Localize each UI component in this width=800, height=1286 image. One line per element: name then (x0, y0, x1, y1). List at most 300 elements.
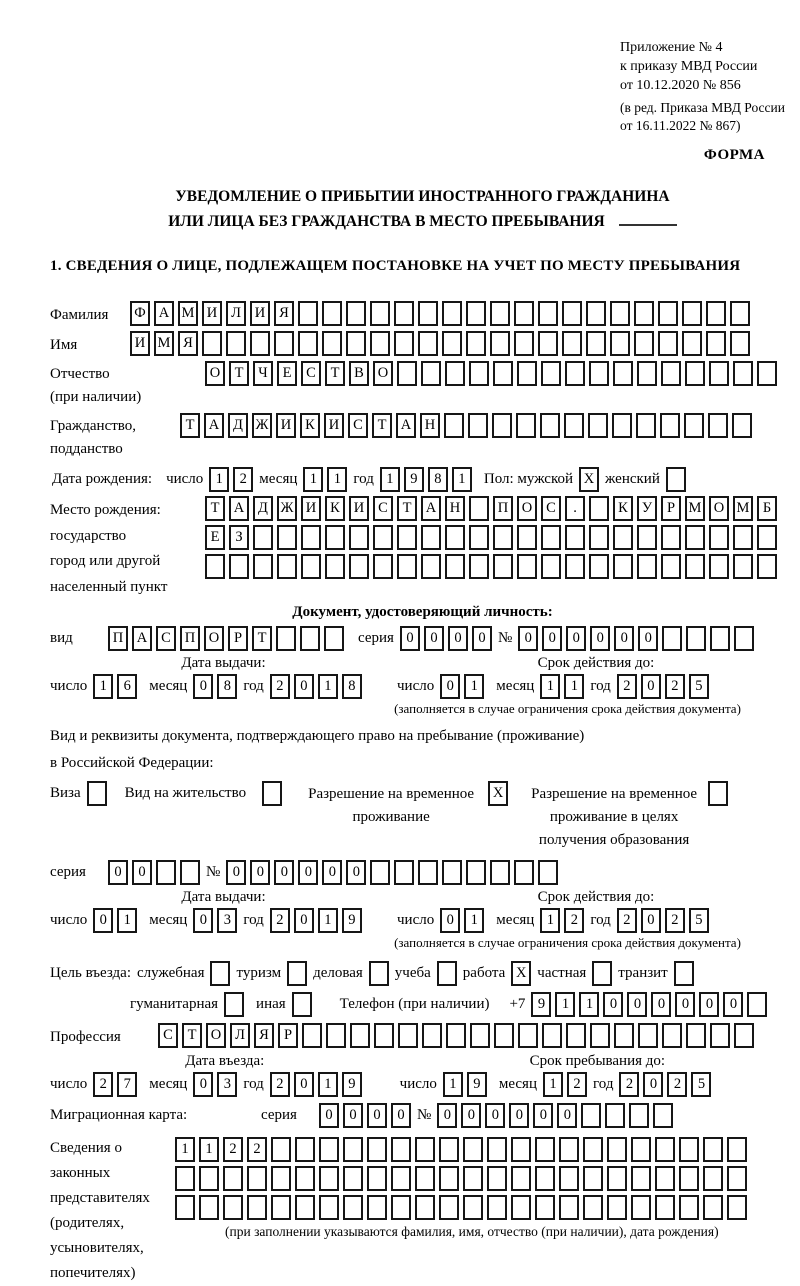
char-cell[interactable] (730, 331, 750, 356)
char-cell[interactable] (466, 860, 486, 885)
char-cell[interactable]: 1 (175, 1137, 195, 1162)
char-cell[interactable] (326, 1023, 346, 1048)
residence-seriya-cells[interactable] (108, 860, 204, 885)
char-cell[interactable] (493, 554, 513, 579)
char-cell[interactable]: М (178, 301, 198, 326)
char-cell[interactable] (613, 361, 633, 386)
char-cell[interactable] (612, 413, 632, 438)
char-cell[interactable] (463, 1195, 483, 1220)
char-cell[interactable]: 0 (367, 1103, 387, 1128)
residence-issue-month-cells[interactable] (193, 908, 241, 933)
char-cell[interactable] (469, 361, 489, 386)
char-cell[interactable] (391, 1137, 411, 1162)
char-cell[interactable]: 1 (464, 908, 484, 933)
guardians-row1[interactable] (175, 1137, 751, 1162)
char-cell[interactable] (660, 413, 680, 438)
char-cell[interactable] (445, 554, 465, 579)
char-cell[interactable] (685, 525, 705, 550)
surname-cells[interactable] (130, 301, 754, 326)
char-cell[interactable]: 1 (318, 908, 338, 933)
char-cell[interactable] (492, 413, 512, 438)
char-cell[interactable] (514, 860, 534, 885)
char-cell[interactable] (373, 525, 393, 550)
char-cell[interactable] (391, 1195, 411, 1220)
char-cell[interactable] (421, 525, 441, 550)
char-cell[interactable]: Я (274, 301, 294, 326)
char-cell[interactable] (589, 525, 609, 550)
char-cell[interactable] (277, 554, 297, 579)
guardians-row3[interactable] (175, 1195, 751, 1220)
checkbox-tourism[interactable] (287, 961, 311, 986)
checkbox-male-box[interactable]: X (579, 467, 599, 492)
char-cell[interactable] (613, 554, 633, 579)
char-cell[interactable] (610, 331, 630, 356)
char-cell[interactable]: 0 (440, 674, 460, 699)
migration-card-seriya-cells[interactable] (319, 1103, 415, 1128)
checkbox-business[interactable] (369, 961, 393, 986)
char-cell[interactable]: 9 (467, 1072, 487, 1097)
char-cell[interactable] (607, 1137, 627, 1162)
char-cell[interactable] (445, 525, 465, 550)
char-cell[interactable] (733, 525, 753, 550)
char-cell[interactable]: Ф (130, 301, 150, 326)
char-cell[interactable]: О (709, 496, 729, 521)
char-cell[interactable]: 0 (93, 908, 113, 933)
char-cell[interactable]: 0 (294, 674, 314, 699)
char-cell[interactable] (490, 331, 510, 356)
char-cell[interactable] (581, 1103, 601, 1128)
char-cell[interactable] (733, 554, 753, 579)
char-cell[interactable]: 0 (108, 860, 128, 885)
char-cell[interactable] (686, 626, 706, 651)
char-cell[interactable]: 2 (665, 674, 685, 699)
char-cell[interactable]: С (301, 361, 321, 386)
char-cell[interactable]: И (349, 496, 369, 521)
char-cell[interactable]: О (373, 361, 393, 386)
char-cell[interactable] (637, 525, 657, 550)
patronymic-cells[interactable] (205, 361, 781, 386)
char-cell[interactable]: 1 (209, 467, 229, 492)
checkbox-private[interactable] (592, 961, 616, 986)
char-cell[interactable]: Д (228, 413, 248, 438)
char-cell[interactable]: С (373, 496, 393, 521)
char-cell[interactable] (685, 361, 705, 386)
doc-valid-day-cells[interactable] (440, 674, 488, 699)
char-cell[interactable] (374, 1023, 394, 1048)
char-cell[interactable] (422, 1023, 442, 1048)
char-cell[interactable] (276, 626, 296, 651)
char-cell[interactable] (156, 860, 176, 885)
char-cell[interactable]: 0 (566, 626, 586, 651)
entry-month-cells[interactable] (193, 1072, 241, 1097)
char-cell[interactable]: 0 (603, 992, 623, 1017)
char-cell[interactable] (398, 1023, 418, 1048)
char-cell[interactable] (682, 301, 702, 326)
char-cell[interactable] (418, 860, 438, 885)
char-cell[interactable] (319, 1166, 339, 1191)
char-cell[interactable] (373, 554, 393, 579)
char-cell[interactable] (703, 1166, 723, 1191)
birth-place-row1[interactable] (205, 496, 781, 521)
doc-issue-year-cells[interactable] (270, 674, 366, 699)
char-cell[interactable]: 0 (437, 1103, 457, 1128)
char-cell[interactable] (732, 413, 752, 438)
char-cell[interactable]: С (158, 1023, 178, 1048)
char-cell[interactable]: Е (205, 525, 225, 550)
guardians-row2[interactable] (175, 1166, 751, 1191)
char-cell[interactable]: М (154, 331, 174, 356)
char-cell[interactable]: 1 (93, 674, 113, 699)
char-cell[interactable] (346, 331, 366, 356)
char-cell[interactable] (679, 1195, 699, 1220)
char-cell[interactable]: И (250, 301, 270, 326)
char-cell[interactable]: 1 (117, 908, 137, 933)
char-cell[interactable]: 1 (380, 467, 400, 492)
char-cell[interactable] (541, 361, 561, 386)
char-cell[interactable] (271, 1195, 291, 1220)
char-cell[interactable]: 0 (590, 626, 610, 651)
birth-month-cells[interactable] (303, 467, 351, 492)
char-cell[interactable] (662, 626, 682, 651)
char-cell[interactable] (415, 1137, 435, 1162)
checkbox-temp-residence[interactable] (488, 781, 512, 806)
char-cell[interactable] (653, 1103, 673, 1128)
char-cell[interactable] (590, 1023, 610, 1048)
char-cell[interactable] (418, 301, 438, 326)
char-cell[interactable]: 2 (270, 1072, 290, 1097)
char-cell[interactable]: П (493, 496, 513, 521)
char-cell[interactable]: Р (278, 1023, 298, 1048)
char-cell[interactable] (319, 1195, 339, 1220)
char-cell[interactable] (607, 1166, 627, 1191)
char-cell[interactable] (583, 1137, 603, 1162)
char-cell[interactable]: О (205, 361, 225, 386)
char-cell[interactable] (706, 331, 726, 356)
char-cell[interactable]: 0 (193, 674, 213, 699)
char-cell[interactable] (271, 1166, 291, 1191)
char-cell[interactable]: 9 (404, 467, 424, 492)
char-cell[interactable]: 5 (691, 1072, 711, 1097)
checkbox-tourism-box[interactable] (287, 961, 307, 986)
char-cell[interactable]: 0 (298, 860, 318, 885)
doc-seriya-cells[interactable] (400, 626, 496, 651)
char-cell[interactable] (733, 361, 753, 386)
char-cell[interactable] (367, 1137, 387, 1162)
checkbox-temp-residence-education[interactable] (708, 781, 732, 806)
char-cell[interactable]: 1 (303, 467, 323, 492)
char-cell[interactable] (661, 361, 681, 386)
char-cell[interactable] (586, 331, 606, 356)
char-cell[interactable] (679, 1166, 699, 1191)
char-cell[interactable] (631, 1195, 651, 1220)
char-cell[interactable]: 2 (233, 467, 253, 492)
char-cell[interactable]: М (733, 496, 753, 521)
char-cell[interactable]: А (421, 496, 441, 521)
char-cell[interactable] (346, 301, 366, 326)
char-cell[interactable] (757, 554, 777, 579)
char-cell[interactable] (559, 1137, 579, 1162)
char-cell[interactable] (463, 1166, 483, 1191)
checkbox-temp-residence-education-box[interactable] (708, 781, 728, 806)
char-cell[interactable]: 0 (518, 626, 538, 651)
residence-valid-month-cells[interactable] (540, 908, 588, 933)
doc-kind-cells[interactable] (108, 626, 348, 651)
char-cell[interactable]: Л (230, 1023, 250, 1048)
char-cell[interactable] (490, 301, 510, 326)
char-cell[interactable]: 2 (567, 1072, 587, 1097)
checkbox-study-box[interactable] (437, 961, 457, 986)
char-cell[interactable] (470, 1023, 490, 1048)
char-cell[interactable]: К (325, 496, 345, 521)
doc-issue-day-cells[interactable] (93, 674, 141, 699)
char-cell[interactable] (559, 1166, 579, 1191)
char-cell[interactable] (469, 525, 489, 550)
char-cell[interactable] (559, 1195, 579, 1220)
stay-month-cells[interactable] (543, 1072, 591, 1097)
char-cell[interactable] (442, 331, 462, 356)
char-cell[interactable]: Б (757, 496, 777, 521)
residence-valid-day-cells[interactable] (440, 908, 488, 933)
char-cell[interactable]: Я (178, 331, 198, 356)
char-cell[interactable]: Ч (253, 361, 273, 386)
char-cell[interactable]: 1 (464, 674, 484, 699)
char-cell[interactable]: 1 (540, 908, 560, 933)
char-cell[interactable] (613, 525, 633, 550)
char-cell[interactable]: В (349, 361, 369, 386)
char-cell[interactable]: 0 (193, 908, 213, 933)
char-cell[interactable] (655, 1166, 675, 1191)
char-cell[interactable] (682, 331, 702, 356)
char-cell[interactable]: И (301, 496, 321, 521)
char-cell[interactable]: Н (445, 496, 465, 521)
char-cell[interactable] (295, 1166, 315, 1191)
char-cell[interactable] (322, 331, 342, 356)
char-cell[interactable]: 7 (117, 1072, 137, 1097)
char-cell[interactable]: 0 (485, 1103, 505, 1128)
char-cell[interactable] (538, 331, 558, 356)
char-cell[interactable] (466, 301, 486, 326)
char-cell[interactable] (343, 1166, 363, 1191)
char-cell[interactable]: Р (661, 496, 681, 521)
char-cell[interactable]: Ж (252, 413, 272, 438)
char-cell[interactable] (319, 1137, 339, 1162)
char-cell[interactable] (199, 1195, 219, 1220)
char-cell[interactable] (205, 554, 225, 579)
char-cell[interactable] (367, 1195, 387, 1220)
char-cell[interactable] (638, 1023, 658, 1048)
char-cell[interactable] (607, 1195, 627, 1220)
char-cell[interactable]: А (204, 413, 224, 438)
char-cell[interactable] (541, 554, 561, 579)
char-cell[interactable] (658, 301, 678, 326)
char-cell[interactable]: 8 (217, 674, 237, 699)
char-cell[interactable] (247, 1195, 267, 1220)
char-cell[interactable]: Е (277, 361, 297, 386)
residence-issue-day-cells[interactable] (93, 908, 141, 933)
char-cell[interactable]: 2 (93, 1072, 113, 1097)
char-cell[interactable] (322, 301, 342, 326)
char-cell[interactable] (469, 554, 489, 579)
char-cell[interactable] (493, 361, 513, 386)
char-cell[interactable] (662, 1023, 682, 1048)
checkbox-residence-permit[interactable] (262, 781, 286, 806)
char-cell[interactable] (487, 1166, 507, 1191)
stay-day-cells[interactable] (443, 1072, 491, 1097)
checkbox-visa-box[interactable] (87, 781, 107, 806)
char-cell[interactable] (439, 1166, 459, 1191)
char-cell[interactable] (302, 1023, 322, 1048)
char-cell[interactable] (684, 413, 704, 438)
char-cell[interactable]: 0 (542, 626, 562, 651)
checkbox-residence-permit-box[interactable] (262, 781, 282, 806)
checkbox-business-box[interactable] (369, 961, 389, 986)
char-cell[interactable]: П (180, 626, 200, 651)
char-cell[interactable]: Т (205, 496, 225, 521)
given-name-cells[interactable] (130, 331, 754, 356)
char-cell[interactable] (439, 1137, 459, 1162)
char-cell[interactable] (565, 525, 585, 550)
checkbox-visa[interactable] (87, 781, 111, 806)
char-cell[interactable]: К (613, 496, 633, 521)
char-cell[interactable] (655, 1137, 675, 1162)
char-cell[interactable]: А (229, 496, 249, 521)
char-cell[interactable] (494, 1023, 514, 1048)
char-cell[interactable] (631, 1166, 651, 1191)
char-cell[interactable] (253, 554, 273, 579)
char-cell[interactable]: 8 (428, 467, 448, 492)
char-cell[interactable] (535, 1137, 555, 1162)
char-cell[interactable]: 2 (223, 1137, 243, 1162)
char-cell[interactable] (562, 301, 582, 326)
char-cell[interactable] (565, 361, 585, 386)
char-cell[interactable]: 0 (627, 992, 647, 1017)
char-cell[interactable] (223, 1166, 243, 1191)
char-cell[interactable] (325, 554, 345, 579)
char-cell[interactable] (538, 860, 558, 885)
char-cell[interactable] (394, 331, 414, 356)
char-cell[interactable] (298, 301, 318, 326)
char-cell[interactable]: Я (254, 1023, 274, 1048)
char-cell[interactable] (605, 1103, 625, 1128)
checkbox-humanitarian-box[interactable] (224, 992, 244, 1017)
char-cell[interactable] (397, 525, 417, 550)
char-cell[interactable]: 0 (641, 908, 661, 933)
profession-cells[interactable] (158, 1023, 758, 1048)
char-cell[interactable]: 3 (217, 908, 237, 933)
char-cell[interactable]: С (156, 626, 176, 651)
checkbox-private-box[interactable] (592, 961, 612, 986)
char-cell[interactable] (349, 554, 369, 579)
doc-valid-month-cells[interactable] (540, 674, 588, 699)
char-cell[interactable] (511, 1195, 531, 1220)
char-cell[interactable]: 0 (472, 626, 492, 651)
char-cell[interactable] (300, 626, 320, 651)
doc-number-cells[interactable] (518, 626, 758, 651)
char-cell[interactable] (637, 361, 657, 386)
char-cell[interactable]: И (276, 413, 296, 438)
char-cell[interactable] (747, 992, 767, 1017)
char-cell[interactable] (757, 361, 777, 386)
char-cell[interactable] (706, 301, 726, 326)
char-cell[interactable] (394, 860, 414, 885)
char-cell[interactable] (634, 331, 654, 356)
char-cell[interactable] (589, 496, 609, 521)
char-cell[interactable] (518, 1023, 538, 1048)
char-cell[interactable] (661, 525, 681, 550)
char-cell[interactable] (703, 1137, 723, 1162)
char-cell[interactable]: 0 (193, 1072, 213, 1097)
char-cell[interactable]: 2 (270, 674, 290, 699)
char-cell[interactable]: Д (253, 496, 273, 521)
char-cell[interactable] (247, 1166, 267, 1191)
residence-valid-year-cells[interactable] (617, 908, 713, 933)
char-cell[interactable] (658, 331, 678, 356)
char-cell[interactable] (199, 1166, 219, 1191)
char-cell[interactable] (538, 301, 558, 326)
char-cell[interactable]: 2 (617, 908, 637, 933)
char-cell[interactable] (727, 1137, 747, 1162)
migration-card-number-cells[interactable] (437, 1103, 677, 1128)
checkbox-official-box[interactable] (210, 961, 230, 986)
char-cell[interactable] (350, 1023, 370, 1048)
char-cell[interactable]: 0 (699, 992, 719, 1017)
char-cell[interactable] (636, 413, 656, 438)
char-cell[interactable]: 2 (564, 908, 584, 933)
char-cell[interactable]: 0 (424, 626, 444, 651)
char-cell[interactable] (226, 331, 246, 356)
citizenship-cells[interactable] (180, 413, 756, 438)
char-cell[interactable] (589, 361, 609, 386)
char-cell[interactable] (757, 525, 777, 550)
char-cell[interactable] (535, 1195, 555, 1220)
char-cell[interactable] (301, 525, 321, 550)
char-cell[interactable] (229, 554, 249, 579)
checkbox-female[interactable] (666, 467, 690, 492)
char-cell[interactable] (727, 1166, 747, 1191)
char-cell[interactable] (442, 860, 462, 885)
char-cell[interactable] (614, 1023, 634, 1048)
char-cell[interactable]: 0 (294, 1072, 314, 1097)
char-cell[interactable] (370, 301, 390, 326)
char-cell[interactable]: 0 (343, 1103, 363, 1128)
residence-number-cells[interactable] (226, 860, 562, 885)
char-cell[interactable] (343, 1195, 363, 1220)
char-cell[interactable]: 8 (342, 674, 362, 699)
char-cell[interactable]: 9 (531, 992, 551, 1017)
char-cell[interactable] (637, 554, 657, 579)
char-cell[interactable] (367, 1166, 387, 1191)
char-cell[interactable]: Р (228, 626, 248, 651)
char-cell[interactable]: А (132, 626, 152, 651)
char-cell[interactable] (202, 331, 222, 356)
char-cell[interactable]: 2 (619, 1072, 639, 1097)
char-cell[interactable] (685, 554, 705, 579)
char-cell[interactable]: Т (325, 361, 345, 386)
char-cell[interactable]: . (565, 496, 585, 521)
char-cell[interactable] (391, 1166, 411, 1191)
char-cell[interactable]: О (517, 496, 537, 521)
char-cell[interactable] (490, 860, 510, 885)
char-cell[interactable] (298, 331, 318, 356)
char-cell[interactable] (444, 413, 464, 438)
char-cell[interactable] (679, 1137, 699, 1162)
char-cell[interactable]: 0 (461, 1103, 481, 1128)
char-cell[interactable]: 2 (270, 908, 290, 933)
char-cell[interactable] (629, 1103, 649, 1128)
char-cell[interactable] (583, 1166, 603, 1191)
checkbox-female-box[interactable] (666, 467, 686, 492)
stay-year-cells[interactable] (619, 1072, 715, 1097)
